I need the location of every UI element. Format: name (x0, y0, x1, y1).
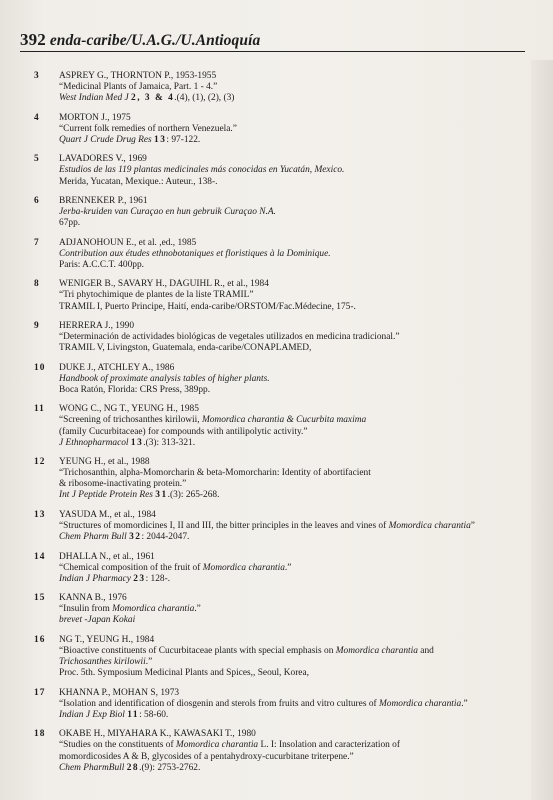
reference-authors: KHANNA P., MOHAN S, 1973 (59, 687, 180, 698)
journal-volume: 13 (130, 437, 144, 448)
reference-title: Contribution aux études ethnobotaniques et floristiques à la Dominique. (59, 248, 331, 259)
journal-name: Chem PharmBull (59, 762, 125, 773)
reference-entry (34, 688, 524, 721)
species-name: Momordica charantia (202, 562, 285, 573)
reference-title-text: “Bioactive constituents of Cucurbitaceae plants with special emphasis on (59, 646, 336, 657)
reference-publication: Paris: A.C.C.T. 400pp. (59, 259, 144, 270)
reference-authors: DHALLA N., et al., 1961 (59, 551, 155, 562)
reference-title (59, 521, 524, 532)
reference-number: 7 (34, 237, 40, 248)
reference-authors: OKABE H., MIYAHARA K., KAWASAKI T., 1980 (59, 729, 256, 740)
species-name: Momordica charantia (112, 604, 195, 615)
journal-volume: 23 (133, 573, 146, 584)
reference-source (59, 438, 524, 449)
species-name: Momordica charantia (388, 521, 471, 531)
reference-authors: ASPREY G., THORNTON P., 1953-1955 (59, 71, 217, 81)
reference-number: 16 (34, 634, 46, 645)
reference-authors: WONG C., NG T., YEUNG H., 1985 (59, 404, 199, 415)
journal-pages: : 128-. (145, 573, 171, 584)
reference-title-text: .” (194, 604, 201, 615)
reference-number: 15 (34, 593, 46, 604)
reference-entry (34, 510, 524, 543)
reference-publication: 67pp. (59, 218, 81, 229)
reference-number: 12 (34, 457, 46, 468)
reference-entry (34, 363, 524, 396)
reference-number: 6 (34, 196, 40, 207)
reference-title (59, 415, 524, 426)
reference-title-text: “Studies on the constituents of (59, 740, 176, 751)
reference-authors: ADJANOHOUN E., et al. ,ed., 1985 (59, 237, 197, 248)
reference-number: 10 (34, 362, 46, 373)
reference-entry (34, 113, 524, 146)
reference-entry (34, 552, 524, 585)
reference-publication: brevet -Japan Kokai (59, 615, 136, 626)
reference-title-text: L. I: Insolation and caracterization of (258, 740, 400, 751)
journal-volume: 13 (154, 134, 167, 145)
reference-title: Handbook of proximate analysis tables of higher plants. (59, 373, 270, 384)
reference-title: “Determinación de actividades biológicas de vegetales utilizados en medicina tradicional.” (59, 332, 400, 343)
reference-number: 17 (34, 687, 46, 698)
reference-title (59, 699, 524, 710)
reference-source (59, 763, 524, 774)
reference-title-text: “Screening of trichosanthes kirilowii, (59, 415, 202, 426)
journal-pages: .(9): 2753-2762. (139, 762, 201, 773)
reference-authors: LAVADORES V., 1969 (59, 154, 147, 165)
reference-title-text: (family Cucurbitaceae) for compounds with antilipolytic activity.” (59, 426, 308, 437)
reference-authors: HERRERA J., 1990 (59, 321, 135, 332)
species-name: Momordica charantia (335, 646, 418, 657)
journal-name: Indian J Exp Biol (59, 709, 125, 720)
reference-authors: YASUDA M., et al., 1984 (59, 509, 156, 520)
reference-entry (34, 279, 524, 312)
reference-title (59, 604, 524, 615)
journal-pages: .(4), (1), (2), (3) (174, 93, 235, 104)
reference-title-text: momordicosides A & B, glycosides of a pentahydroxy-cucurbitane triterpene.” (59, 751, 354, 762)
journal-name: Quart J Crude Drug Res (59, 134, 152, 145)
reference-title-text: “Structures of momordicines I, II and III, the bitter principles in the leaves and vines of (59, 521, 389, 531)
reference-publication: Proc. 5th. Symposium Medicinal Plants and Spices,, Seoul, Korea, (59, 668, 309, 679)
reference-source (59, 710, 524, 721)
reference-entry (34, 593, 524, 626)
journal-name: Chem Pharm Bull (59, 532, 127, 543)
page-number: 392 (20, 30, 46, 49)
reference-authors: BRENNEKER P., 1961 (59, 196, 148, 207)
reference-title (59, 563, 524, 574)
reference-authors: MORTON J., 1975 (59, 112, 131, 123)
reference-title-continued (59, 752, 524, 763)
reference-title-text: .” (461, 698, 468, 709)
reference-title-continued (59, 479, 524, 490)
reference-title: Jerba-kruiden van Curaçao en hun gebruik Curaçao N.A. (59, 207, 276, 218)
reference-title: Estudios de las 119 plantas medicinales más conocidas en Yucatán, Mexico. (59, 165, 345, 176)
journal-volume: 2, 3 & 4 (131, 93, 175, 104)
reference-title-text: .” (145, 657, 153, 668)
journal-volume: 32 (129, 532, 142, 543)
reference-source (59, 532, 524, 543)
reference-number: 18 (34, 729, 46, 740)
journal-pages: : 2044-2047. (141, 532, 190, 543)
reference-entry (34, 154, 524, 187)
reference-entry (34, 321, 524, 354)
reference-publication: Boca Ratón, Florida: CRS Press, 389pp. (59, 384, 211, 395)
reference-number: 9 (34, 321, 40, 332)
reference-number: 8 (34, 279, 40, 290)
reference-number: 11 (34, 404, 45, 415)
journal-pages: : 58-60. (139, 709, 169, 720)
reference-source (59, 135, 524, 146)
journal-name: West Indian Med J (59, 93, 129, 104)
reference-title-text: “Chemical composition of the fruit of (59, 562, 203, 573)
reference-entry (34, 196, 524, 229)
reference-title-text: “Isolation and identification of diosgenin and sterols from fruits and vitro cultures of (59, 698, 379, 709)
reference-authors: NG T., YEUNG H., 1984 (59, 634, 155, 645)
species-name: Trichosanthes kirilowii (59, 657, 146, 668)
journal-pages: .(3): 265-268. (167, 490, 220, 501)
reference-number: 3 (34, 71, 40, 81)
reference-entry (34, 457, 524, 501)
journal-name: Indian J Pharmacy (59, 573, 131, 584)
reference-publication: TRAMIL V, Livingston, Guatemala, enda-caribe/CONAPLAMED, (59, 343, 312, 354)
reference-title: “Trichosanthin, alpha-Momorcharin & beta-Momorcharin: Identity of abortifacient (59, 468, 371, 479)
journal-volume: 28 (126, 762, 140, 773)
running-title: enda-caribe/U.A.G./U.Antioquía (49, 32, 261, 49)
reference-title-text: ” (470, 521, 475, 531)
reference-title-continued (59, 427, 524, 438)
reference-number: 5 (34, 154, 40, 165)
reference-title (59, 646, 524, 657)
reference-source (59, 490, 524, 501)
reference-title: “Medicinal Plants of Jamaica, Part. 1 - 4.” (59, 82, 218, 93)
reference-title-continued (59, 657, 524, 668)
reference-title: “Current folk remedies of northern Venezuela.” (59, 123, 237, 134)
reference-publication: Merida, Yucatan, Mexique.: Auteur., 138-. (59, 176, 218, 187)
journal-pages: .(3): 313-321. (143, 437, 196, 448)
reference-publication: TRAMIL I, Puerto Principe, Haití, enda-caribe/ORSTOM/Fac.Médecine, 175-. (59, 301, 356, 312)
reference-title-text: “Insulin from (59, 604, 113, 615)
reference-title-text: & ribosome-inactivating protein.” (59, 479, 187, 490)
reference-entry (34, 71, 524, 104)
reference-number: 13 (34, 509, 46, 520)
reference-source (59, 574, 524, 585)
running-header (20, 30, 520, 50)
reference-authors: WENIGER B., SAVARY H., DAGUIHL R., et al., 1984 (59, 279, 269, 290)
reference-title: “Tri phytochimique de plantes de la liste TRAMIL” (59, 290, 254, 301)
page-edge (531, 60, 553, 800)
reference-entry (34, 238, 524, 271)
reference-number: 4 (34, 112, 40, 123)
reference-source (59, 93, 524, 104)
species-name: Momordica charantia (175, 740, 259, 751)
reference-entry (34, 404, 524, 448)
reference-entry (34, 635, 524, 679)
journal-volume: 31 (155, 490, 168, 501)
species-name: Momordica charantia & Cucurbita maxima (201, 415, 367, 426)
reference-number: 14 (34, 551, 46, 562)
reference-authors: YEUNG H., et al., 1988 (59, 457, 150, 468)
journal-name: Int J Peptide Protein Res (59, 490, 153, 501)
header-rule (20, 51, 525, 52)
reference-entry (34, 729, 524, 773)
species-name: Momordica charantia (378, 698, 462, 709)
reference-title-text: and (417, 646, 434, 657)
journal-pages: : 97-122. (166, 134, 201, 145)
reference-title-text: .” (284, 562, 292, 573)
reference-title (59, 740, 524, 751)
journal-name: J Ethnopharmacol (59, 437, 129, 448)
reference-authors: DUKE J., ATCHLEY A., 1986 (59, 362, 175, 373)
reference-authors: KANNA B., 1976 (59, 593, 127, 604)
journal-volume: 11 (127, 709, 140, 720)
reference-list (34, 71, 524, 782)
